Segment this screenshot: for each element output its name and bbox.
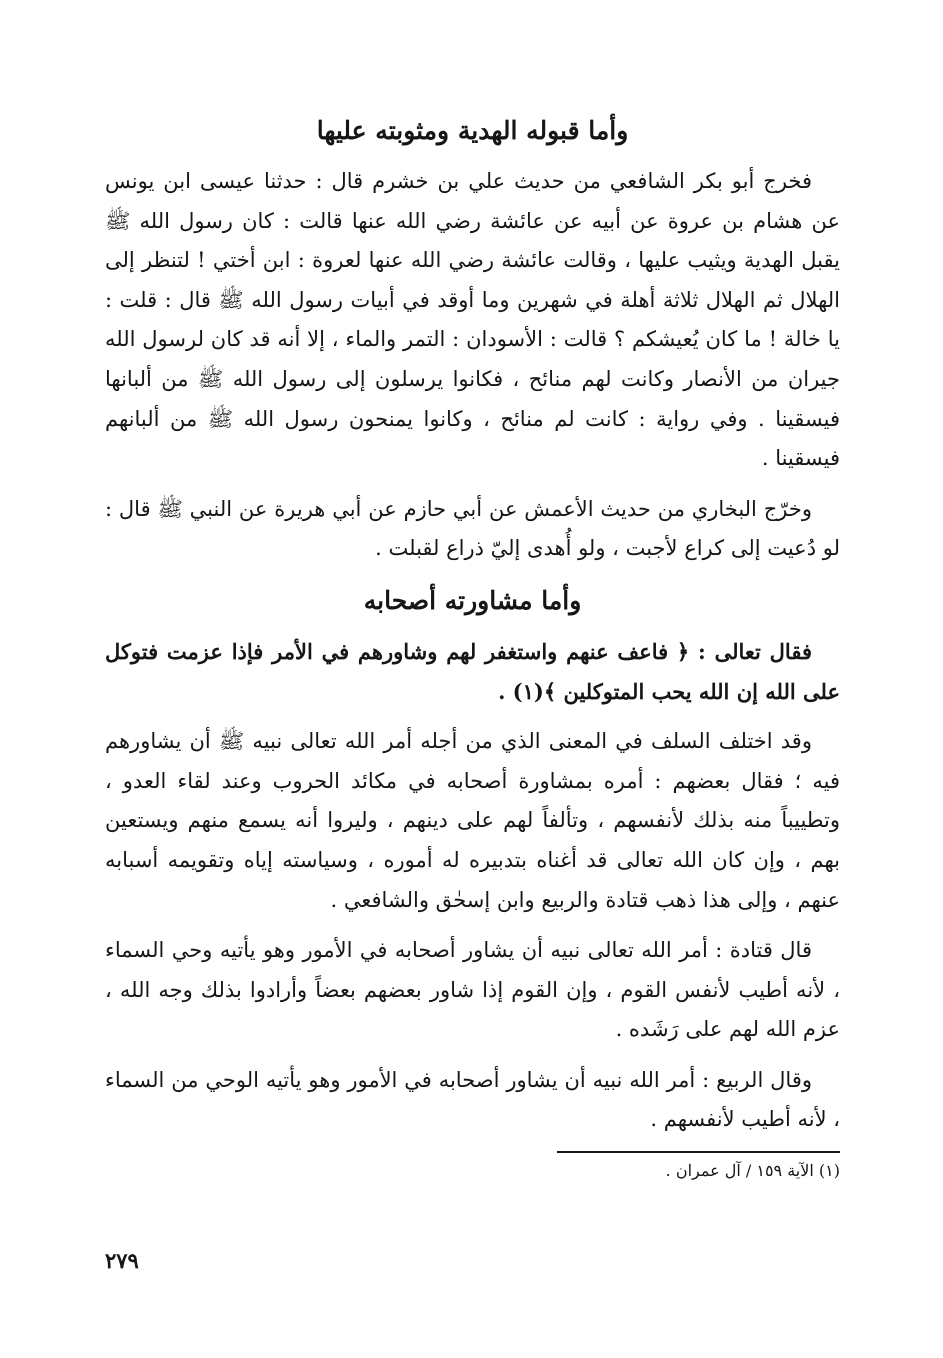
footnote: (١) الآية ١٥٩ / آل عمران . bbox=[665, 1161, 840, 1181]
paragraph-consultation-3: وقال الربيع : أمر الله نبيه أن يشاور أصحابه في الأمور وهو يأتيه الوحي من السماء ، لأنه أطيب لأنفسهم . bbox=[105, 1067, 840, 1132]
paragraph-consultation-2: قال قتادة : أمر الله تعالى نبيه أن يشاور أصحابه في الأمور وهو يأتيه وحي السماء ، لأنه أطيب لأنفس القوم ، وإن القوم إذا شاور بعضهم بعضاً وأرادوا بذلك وجه الله ، عزم الله لهم على رَشَده . bbox=[105, 938, 840, 1042]
footnote-divider bbox=[557, 1151, 840, 1153]
quran-verse-paragraph: فقال تعالى : ﴿ فاعف عنهم واستغفر لهم وشاورهم في الأمر فإذا عزمت فتوكل على الله إن الله يحب المتوكلين ﴾(١) . bbox=[105, 638, 840, 704]
section-heading-consultation: وأما مشاورته أصحابه bbox=[363, 585, 582, 615]
section-heading-gift: وأما قبوله الهدية ومثوبته عليها bbox=[316, 116, 629, 145]
page-body bbox=[105, 110, 840, 1183]
paragraph-consultation-1: وقد اختلف السلف في المعنى الذي من أجله أمر الله تعالى نبيه ﷺ أن يشاورهم فيه ؛ فقال بعضهم : أمره بمشاورة أصحابه في مكائد الحروب وعند لقاء العدو ، وتطييباً منه بذلك لأنفسهم ، وتألفاً لهم على دينهم ، وليروا أنه يسمع منهم ويستعين بهم ، وإن كان الله تعالى قد أغناه بتدبيره له أموره ، وسياسته إياه وتقويمه أسبابه عنهم ، وإلى هذا ذهب قتادة والربيع وابن إسحٰق والشافعي . bbox=[105, 729, 840, 912]
paragraph-gift-hadith-1: فخرج أبو بكر الشافعي من حديث علي بن خشرم قال : حدثنا عيسى ابن يونس عن هشام بن عروة عن أبيه عن عائشة رضي الله عنها قالت : كان رسول الله ﷺ يقبل الهدية ويثيب عليها ، وقالت عائشة رضي الله عنها لعروة : ابن أختي ! لتنظر إلى الهلال ثم الهلال ثلاثة أهلة في شهرين وما أوقد في أبيات رسول الله ﷺ قال : قلت : يا خالة ! ما كان يُعيشكم ؟ قالت : الأسودان : التمر والماء ، إلا أنه قد كان لرسول الله جيران من الأنصار وكانت لهم منائح ، فكانوا يرسلون إلى رسول الله ﷺ من ألبانها فيسقينا . وفي رواية : كانت لم منائح ، وكانوا يمنحون رسول الله ﷺ من ألبانهم فيسقينا . bbox=[105, 169, 840, 471]
paragraph-gift-hadith-2: وخرّج البخاري من حديث الأعمش عن أبي حازم عن أبي هريرة عن النبي ﷺ قال : لو دُعيت إلى كراع لأجبت ، ولو أُهدى إليّ ذراع لقبلت . bbox=[105, 496, 840, 561]
page-number: ٢٧٩ bbox=[105, 1248, 139, 1273]
